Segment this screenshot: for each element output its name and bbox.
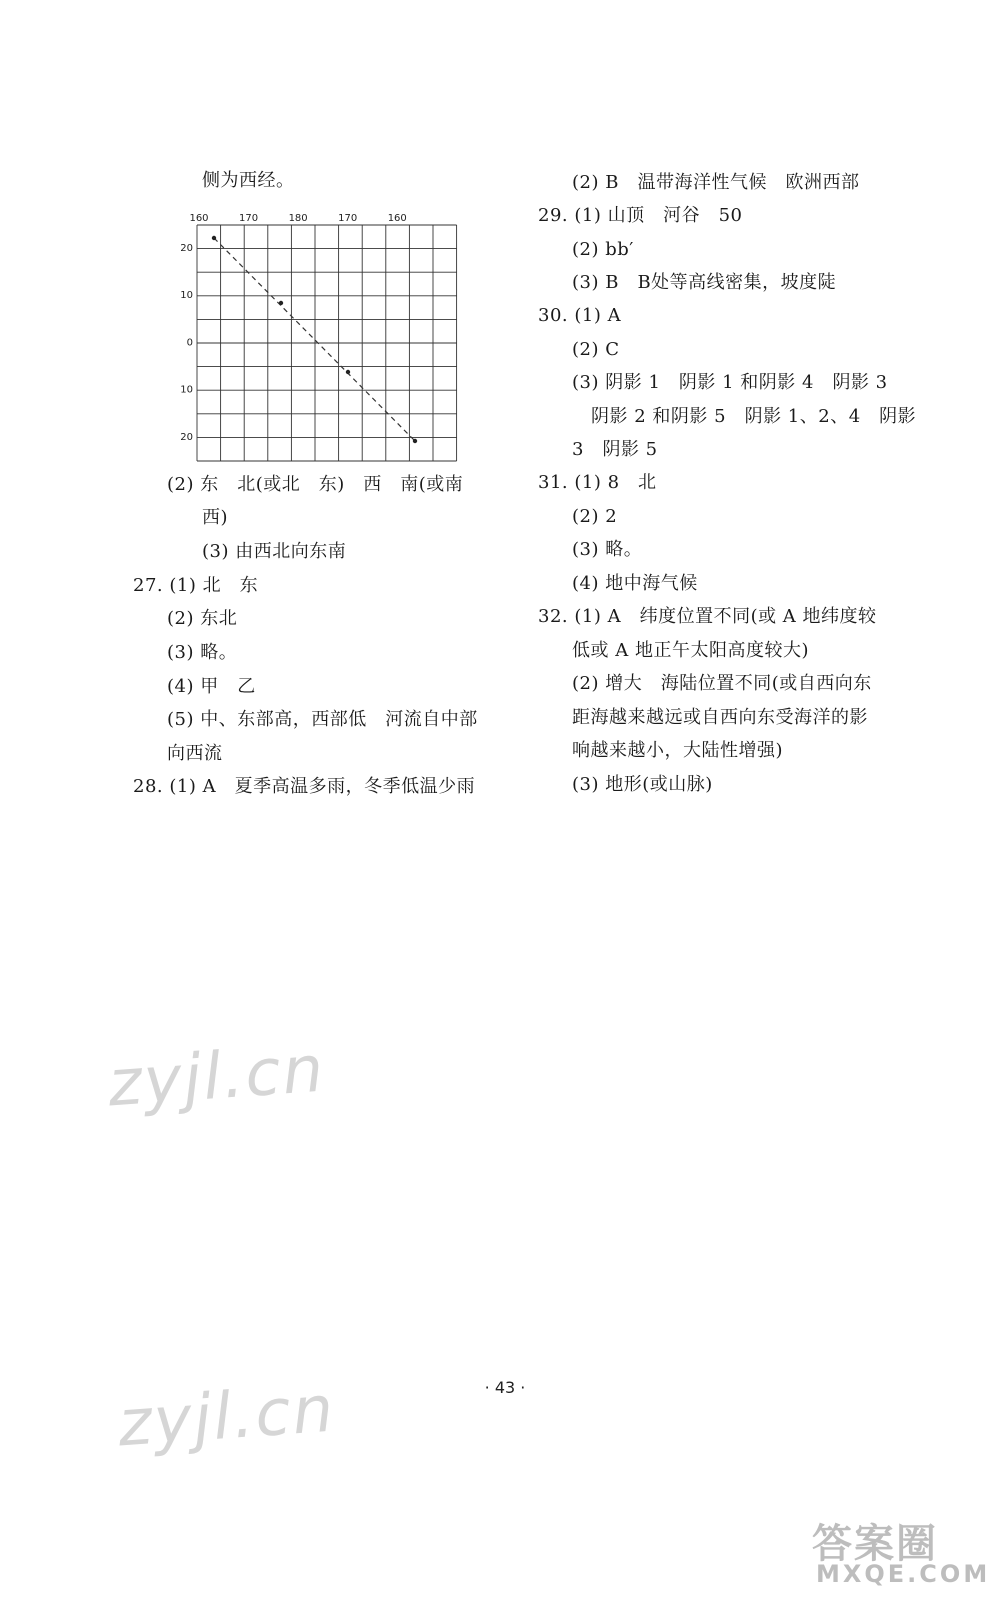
answer-line: (3) 由西北向东南	[202, 541, 347, 562]
corner-logo-url: MXQE.COM	[816, 1560, 991, 1588]
answer-line: (2) B 温带海洋性气候 欧洲西部	[572, 172, 860, 193]
grid-left-label: 10	[180, 384, 193, 396]
route-point	[346, 370, 350, 374]
question-31-line: 31. (1) 8 北	[538, 472, 657, 493]
answer-line: (2) 东北	[167, 608, 238, 629]
question-32-line: 32. (1) A 纬度位置不同(或 A 地纬度较	[538, 606, 877, 627]
answer-line: 距海越来越远或自西向东受海洋的影	[572, 707, 868, 728]
question-30-line: 30. (1) A	[538, 305, 622, 326]
grid-left-label: 0	[186, 337, 193, 349]
route-point	[212, 236, 216, 240]
answer-line: (2) 增大 海陆位置不同(或自西向东	[572, 673, 872, 694]
answer-line: 西)	[202, 507, 229, 528]
question-28-line: 28. (1) A 夏季高温多雨，冬季低温少雨	[133, 776, 476, 797]
grid-top-label: 180	[288, 213, 308, 224]
grid-left-labels	[180, 243, 193, 443]
answer-line: (3) 略。	[167, 642, 238, 663]
answer-line: (2) C	[572, 339, 620, 360]
answer-line: (2) 东 北(或北 东) 西 南(或南	[167, 474, 464, 495]
answer-line: (3) B B处等高线密集，坡度陡	[572, 272, 837, 293]
grid-left-label: 20	[180, 243, 193, 254]
grid-left-label: 20	[180, 431, 193, 443]
grid-svg	[175, 210, 475, 470]
route-point	[279, 301, 283, 305]
grid-left-label: 10	[180, 290, 193, 302]
answer-line: (3) 阴影 1 阴影 1 和阴影 4 阴影 3	[572, 372, 888, 393]
answer-line: (5) 中、东部高，西部低 河流自中部	[167, 709, 478, 730]
question-29-line: 29. (1) 山顶 河谷 50	[538, 205, 743, 226]
corner-logo-text: 答案圈	[812, 1521, 938, 1567]
page-number: · 43 ·	[484, 1378, 526, 1397]
corner-watermark-logo	[812, 1512, 992, 1592]
grid-top-label: 160	[387, 213, 407, 224]
grid-top-label: 170	[239, 213, 259, 224]
answer-line: 3 阴影 5	[572, 439, 658, 460]
lat-lon-grid-figure	[175, 210, 475, 470]
answer-line: (3) 地形(或山脉)	[572, 774, 713, 795]
route-point	[413, 439, 417, 443]
grid-top-label: 160	[189, 213, 209, 224]
question-27-line: 27. (1) 北 东	[133, 575, 259, 596]
answer-line: 低或 A 地正午太阳高度较大)	[572, 640, 809, 661]
watermark-logo: zyjl.cn	[115, 1372, 338, 1462]
grid-top-label: 170	[338, 213, 358, 224]
answer-line: 侧为西经。	[202, 170, 295, 191]
answer-line: 向西流	[167, 743, 223, 764]
grid-top-labels	[189, 213, 406, 224]
answer-line: (2) bb′	[572, 239, 634, 260]
watermark-logo: zyjl.cn	[105, 1032, 328, 1122]
answer-line: 响越来越小，大陆性增强)	[572, 740, 784, 761]
answer-line: (3) 略。	[572, 539, 643, 560]
answer-line: (4) 甲 乙	[167, 676, 256, 697]
answer-line: (2) 2	[572, 506, 618, 527]
answer-line: 阴影 2 和阴影 5 阴影 1、2、4 阴影	[591, 406, 917, 427]
answer-line: (4) 地中海气候	[572, 573, 698, 594]
